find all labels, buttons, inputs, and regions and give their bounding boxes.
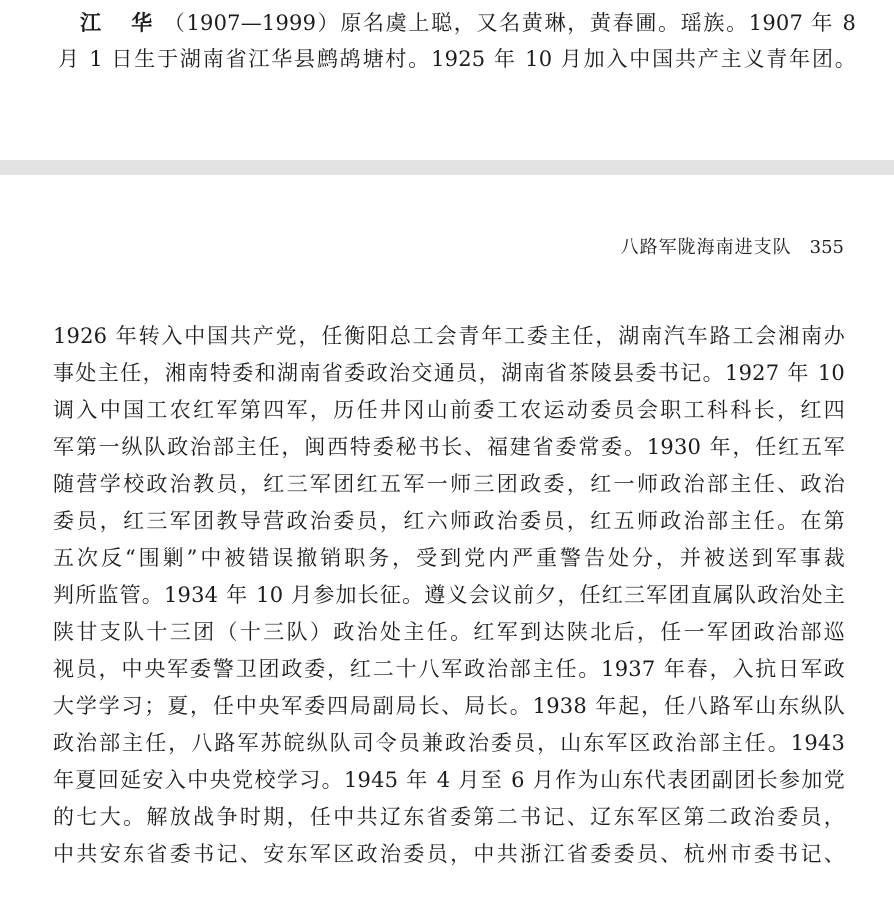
body-line: 随营学校政治教员，红三军团红五军一师三团政委，红一师政治部主任、政治	[53, 472, 845, 496]
body-line: 政治部主任，八路军苏皖纵队司令员兼政治委员，山东军区政治部主任。1943	[53, 731, 845, 755]
entry-first-line-text: （1907—1999）原名虞上聪，又名黄琳，黄春圃。瑶族。1907 年 8	[163, 11, 856, 35]
upper-page-fragment	[0, 0, 894, 160]
body-line: 委员，红三军团教导营政治委员，红六师政治委员，红五师政治部主任。在第	[53, 509, 845, 533]
body-line: 中共安东省委书记、安东军区政治委员，中共浙江省委委员、杭州市委书记、	[53, 842, 845, 866]
body-line: 五次反“围剿”中被错误撤销职务，受到党内严重警告处分，并被送到军事裁	[53, 546, 845, 570]
body-line: 视员，中央军委警卫团政委，红二十八军政治部主任。1937 年春，入抗日军政	[53, 657, 845, 681]
running-header-title: 八路军陇海南进支队	[620, 237, 792, 258]
body-line: 陕甘支队十三团（十三队）政治处主任。红军到达陕北后，任一军团政治部巡	[53, 620, 845, 644]
body-line: 调入中国工农红军第四军，历任井冈山前委工农运动委员会职工科科长，红四	[53, 398, 845, 422]
entry-first-line	[80, 10, 856, 38]
entry-second-line: 月 1 日生于湖南省江华县鹧鸪塘村。1925 年 10 月加入中国共产主义青年团。	[58, 47, 856, 71]
body-line: 年夏回延安入中央党校学习。1945 年 4 月至 6 月作为山东代表团副团长参加党	[53, 768, 845, 792]
body-line: 大学学习；夏，任中央军委四局副局长、局长。1938 年起，任八路军山东纵队	[53, 694, 845, 718]
body-line: 事处主任，湘南特委和湖南省委政治交通员，湖南省茶陵县委书记。1927 年 10	[53, 361, 845, 385]
entry-name: 江 华	[80, 11, 164, 35]
body-line: 的七大。解放战争时期，任中共辽东省委第二书记、辽东军区第二政治委员，	[53, 805, 845, 829]
body-line: 1926 年转入中国共产党，任衡阳总工会青年工委主任，湖南汽车路工会湘南办	[53, 324, 845, 348]
body-line: 军第一纵队政治部主任，闽西特委秘书长、福建省委常委。1930 年，任红五军	[53, 435, 845, 459]
lower-page	[0, 175, 894, 915]
running-header	[621, 237, 844, 259]
body-line: 判所监管。1934 年 10 月参加长征。遵义会议前夕，任红三军团直属队政治处主	[53, 583, 845, 607]
page-number: 355	[809, 237, 844, 258]
